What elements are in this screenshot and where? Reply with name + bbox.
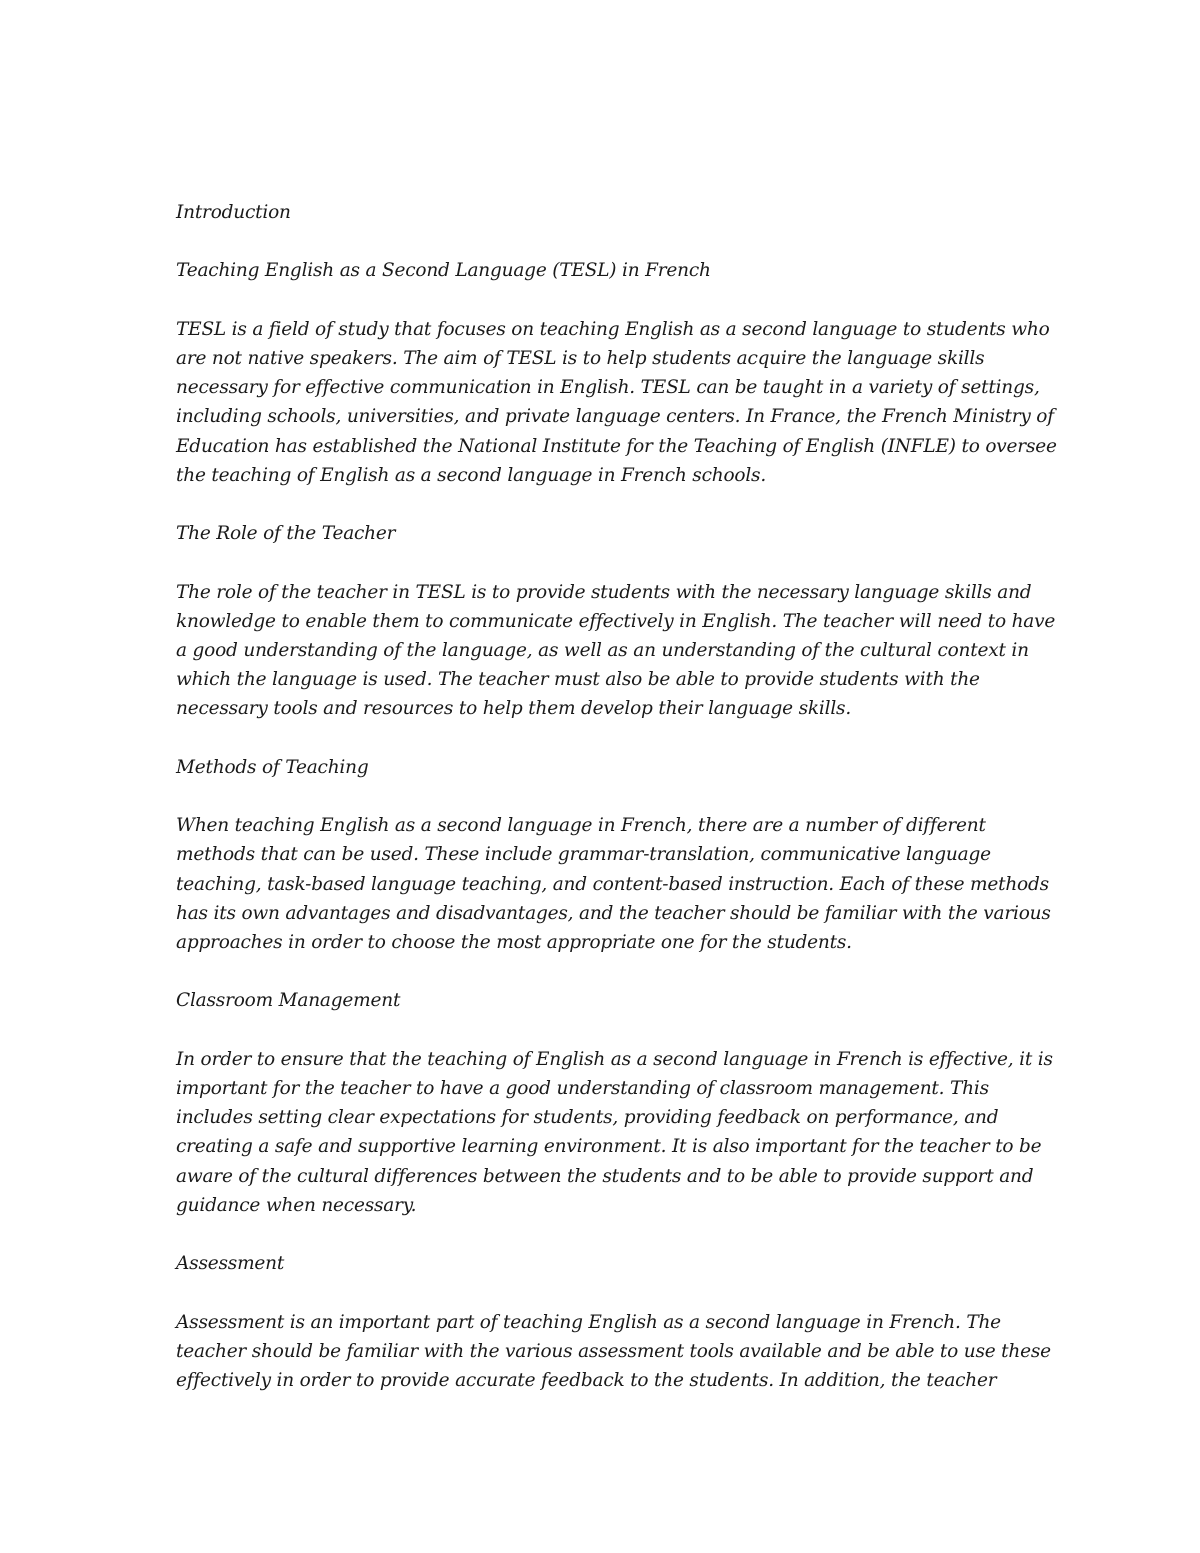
paragraph-line: the teaching of English as a second language in French schools. — [176, 464, 767, 486]
paragraph-line: guidance when necessary. — [176, 1194, 417, 1216]
paragraph-line: creating a safe and supportive learning environment. It is also important for the teacher to be — [176, 1136, 1042, 1158]
paragraph-line: which the language is used. The teacher must also be able to provide students with the — [176, 669, 980, 691]
paragraph-line: necessary for effective communication in English. TESL can be taught in a variety of settings, — [176, 377, 1040, 399]
document-subtitle: Teaching English as a Second Language (TESL) in French — [176, 260, 711, 282]
heading-classroom-management: Classroom Management — [176, 990, 401, 1012]
paragraph-line: TESL is a field of study that focuses on teaching English as a second language to students who — [176, 318, 1050, 340]
assessment-paragraph — [176, 1308, 1051, 1396]
paragraph-line: a good understanding of the language, as well as an understanding of the cultural context in — [176, 639, 1029, 661]
methods-paragraph — [176, 811, 1051, 957]
paragraph-line: teacher should be familiar with the various assessment tools available and be able to use these — [176, 1340, 1051, 1362]
paragraph-line: includes setting clear expectations for students, providing feedback on performance, and — [176, 1107, 999, 1129]
paragraph-line: In order to ensure that the teaching of English as a second language in French is effective, it is — [176, 1048, 1053, 1070]
heading-methods-of-teaching: Methods of Teaching — [176, 756, 369, 778]
paragraph-line: When teaching English as a second language in French, there are a number of different — [176, 815, 986, 837]
heading-role-of-teacher: The Role of the Teacher — [176, 523, 396, 545]
heading-assessment: Assessment — [176, 1253, 285, 1275]
paragraph-line: effectively in order to provide accurate feedback to the students. In addition, the teacher — [176, 1369, 997, 1391]
paragraph-line: necessary tools and resources to help them develop their language skills. — [176, 698, 852, 720]
paragraph-line: are not native speakers. The aim of TESL is to help students acquire the language skills — [176, 347, 985, 369]
paragraph-line: important for the teacher to have a good understanding of classroom management. This — [176, 1077, 989, 1099]
paragraph-line: including schools, universities, and private language centers. In France, the French Ministry of — [176, 406, 1054, 428]
paragraph-line: The role of the teacher in TESL is to provide students with the necessary language skills and — [176, 581, 1032, 603]
intro-paragraph — [176, 315, 1057, 490]
document-title: Introduction — [176, 202, 291, 223]
paragraph-line: Education has established the National Institute for the Teaching of English (INFLE) to oversee — [176, 435, 1057, 457]
paragraph-line: teaching, task-based language teaching, and content-based instruction. Each of these methods — [176, 873, 1049, 895]
paragraph-line: aware of the cultural differences between the students and to be able to provide support and — [176, 1165, 1034, 1187]
paragraph-line: has its own advantages and disadvantages, and the teacher should be familiar with the various — [176, 902, 1051, 924]
management-paragraph — [176, 1045, 1053, 1220]
paragraph-line: approaches in order to choose the most appropriate one for the students. — [176, 931, 852, 953]
document-body — [176, 198, 1057, 1424]
paragraph-line: Assessment is an important part of teaching English as a second language in French. The — [176, 1311, 1001, 1333]
role-paragraph — [176, 578, 1056, 724]
paragraph-line: knowledge to enable them to communicate effectively in English. The teacher will need to have — [176, 610, 1056, 632]
paragraph-line: methods that can be used. These include grammar-translation, communicative language — [176, 844, 991, 866]
